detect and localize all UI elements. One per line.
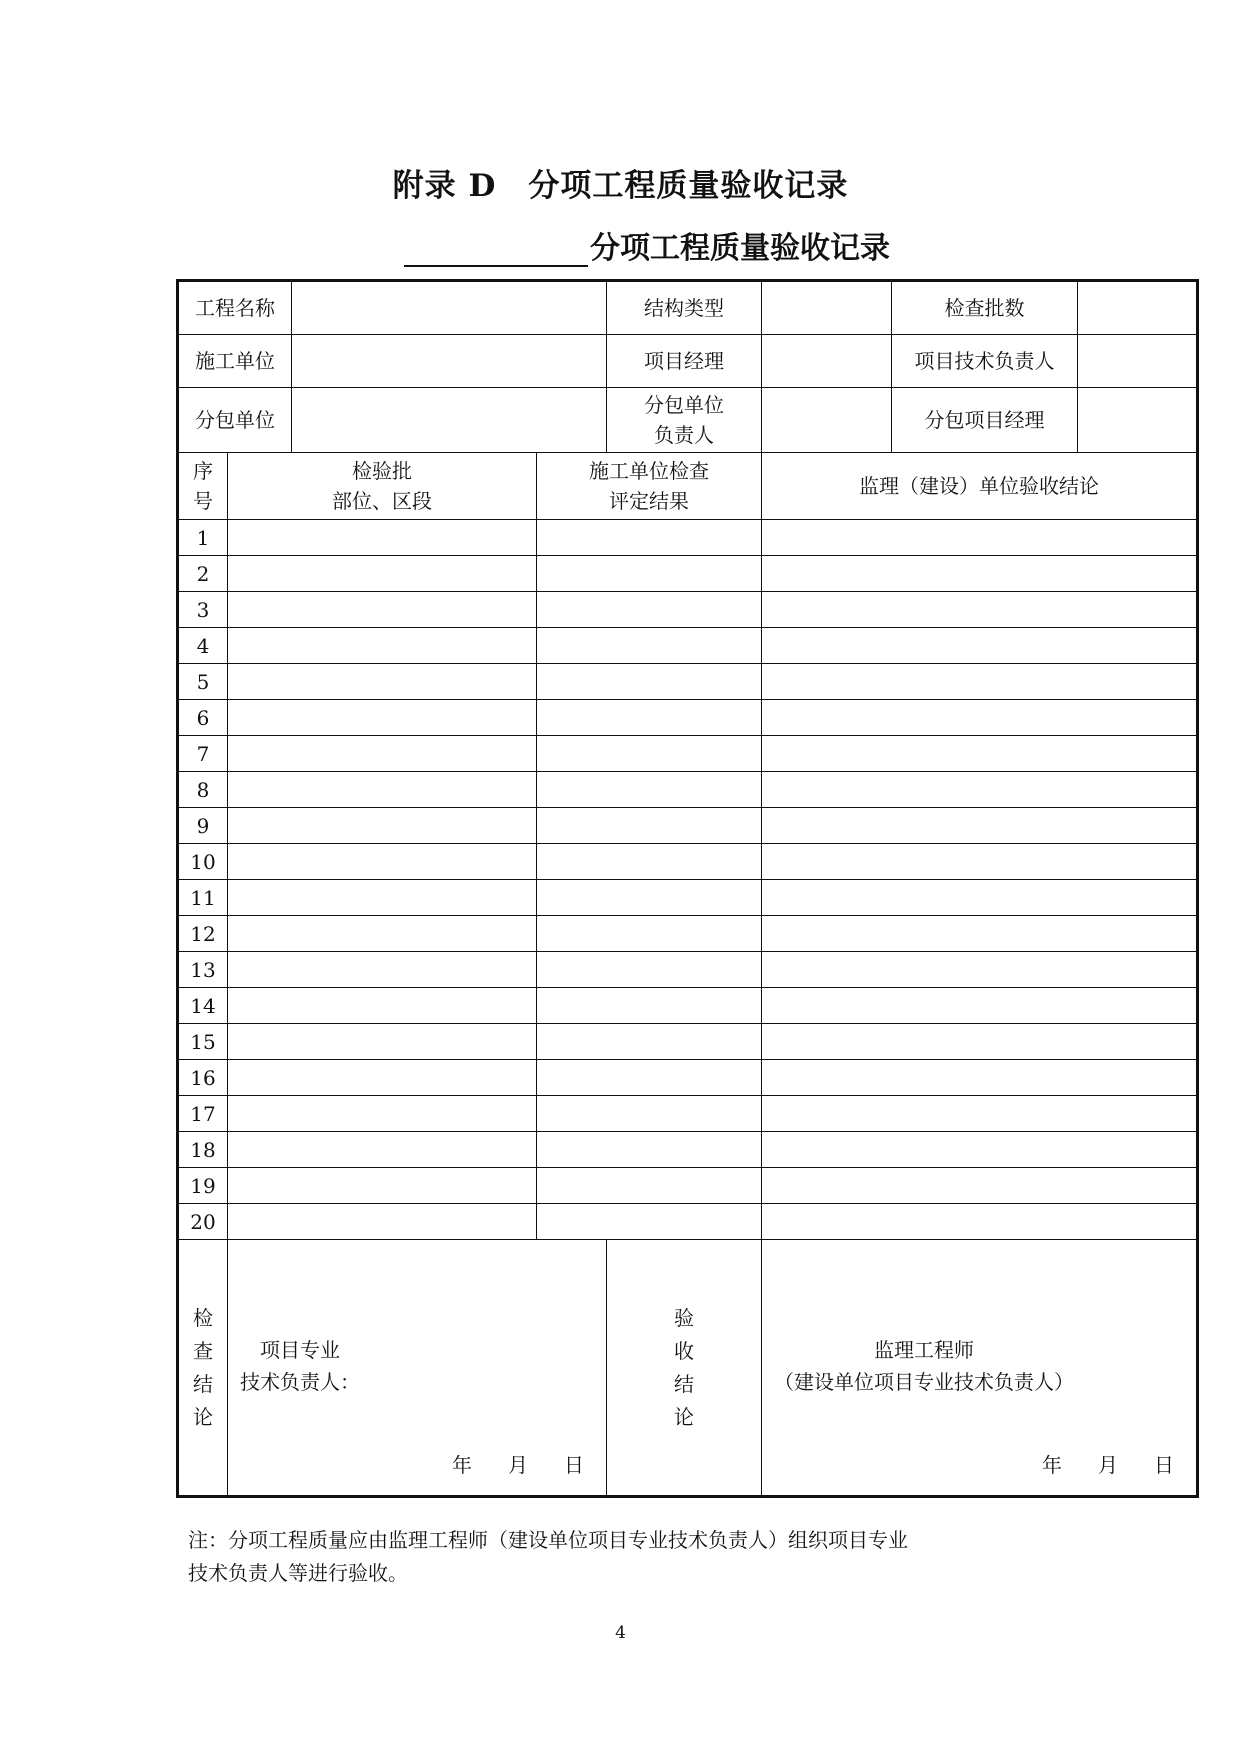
table-row <box>178 628 1198 664</box>
table-row <box>178 736 1198 772</box>
subcontract-unit-label: 分包单位 <box>178 388 292 453</box>
supervision-conclusion-cell[interactable] <box>762 1204 1198 1240</box>
check-day: 日 <box>564 1453 584 1477</box>
supervision-conclusion-cell[interactable] <box>762 880 1198 916</box>
footnote-line2: 技术负责人等进行验收。 <box>188 1561 408 1585</box>
check-date <box>416 1450 584 1480</box>
subcontract-pm-field[interactable] <box>1078 388 1198 453</box>
supervision-conclusion-cell[interactable] <box>762 1168 1198 1204</box>
supervision-conclusion-cell[interactable] <box>762 736 1198 772</box>
row-number: 16 <box>178 1060 228 1096</box>
construction-eval-cell[interactable] <box>537 988 762 1024</box>
batch-header-line1: 检验批 <box>352 459 412 483</box>
construction-eval-cell[interactable] <box>537 1132 762 1168</box>
table-row <box>178 1168 1198 1204</box>
table-row <box>178 556 1198 592</box>
supervision-conclusion-cell[interactable] <box>762 1024 1198 1060</box>
table-row <box>178 664 1198 700</box>
construction-eval-cell[interactable] <box>537 1204 762 1240</box>
supervision-conclusion-cell[interactable] <box>762 808 1198 844</box>
construction-eval-cell[interactable] <box>537 520 762 556</box>
seq-header-line2: 号 <box>193 489 213 513</box>
supervision-conclusion-cell[interactable] <box>762 1096 1198 1132</box>
inspection-batches-label: 检查批数 <box>892 281 1078 335</box>
batch-location-cell[interactable] <box>228 520 537 556</box>
batch-location-cell[interactable] <box>228 1132 537 1168</box>
construction-eval-cell[interactable] <box>537 916 762 952</box>
batch-location-cell[interactable] <box>228 1024 537 1060</box>
table-row <box>178 880 1198 916</box>
construction-eval-header <box>537 453 762 520</box>
accept-month: 月 <box>1098 1453 1118 1477</box>
vertical-char: 验 <box>674 1305 694 1330</box>
accept-signer-line1: 监理工程师 <box>874 1338 974 1362</box>
batch-location-cell[interactable] <box>228 628 537 664</box>
table-row <box>178 1024 1198 1060</box>
supervision-conclusion-cell[interactable] <box>762 1060 1198 1096</box>
batch-location-cell[interactable] <box>228 1204 537 1240</box>
check-conclusion-vertical-text <box>192 1302 214 1434</box>
check-signer-line2: 技术负责人： <box>240 1370 360 1394</box>
supervision-conclusion-cell[interactable] <box>762 664 1198 700</box>
table-row <box>178 700 1198 736</box>
row-number: 13 <box>178 952 228 988</box>
project-manager-label: 项目经理 <box>607 335 762 388</box>
check-year: 年 <box>452 1453 472 1477</box>
accept-signer <box>774 1334 1074 1398</box>
row-number: 4 <box>178 628 228 664</box>
supervision-conclusion-cell[interactable] <box>762 952 1198 988</box>
batch-location-cell[interactable] <box>228 592 537 628</box>
batch-location-cell[interactable] <box>228 664 537 700</box>
vertical-char: 检 <box>193 1305 213 1330</box>
row-number: 19 <box>178 1168 228 1204</box>
construction-unit-field[interactable] <box>292 335 607 388</box>
row-number: 14 <box>178 988 228 1024</box>
row-number: 10 <box>178 844 228 880</box>
construction-eval-cell[interactable] <box>537 700 762 736</box>
row-number: 15 <box>178 1024 228 1060</box>
batch-location-cell[interactable] <box>228 772 537 808</box>
accept-conclusion-vertical-text <box>673 1302 695 1434</box>
form-subtitle <box>404 223 890 267</box>
batch-location-cell[interactable] <box>228 952 537 988</box>
supervision-conclusion-cell[interactable] <box>762 592 1198 628</box>
supervision-conclusion-cell[interactable] <box>762 520 1198 556</box>
batch-header-line2: 部位、区段 <box>332 489 432 513</box>
construction-eval-cell[interactable] <box>537 592 762 628</box>
page-title: 附录 D 分项工程质量验收记录 <box>392 168 849 204</box>
construction-unit-label: 施工单位 <box>178 335 292 388</box>
check-signer-line1: 项目专业 <box>260 1338 340 1362</box>
batch-location-cell[interactable] <box>228 988 537 1024</box>
project-name-label: 工程名称 <box>178 281 292 335</box>
seq-header-line1: 序 <box>193 459 213 483</box>
batch-location-cell[interactable] <box>228 556 537 592</box>
construction-eval-cell[interactable] <box>537 1024 762 1060</box>
footnote <box>188 1524 908 1590</box>
row-number: 6 <box>178 700 228 736</box>
row-number: 17 <box>178 1096 228 1132</box>
batch-location-cell[interactable] <box>228 1060 537 1096</box>
accept-year: 年 <box>1042 1453 1062 1477</box>
batch-location-cell[interactable] <box>228 880 537 916</box>
vertical-char: 结 <box>674 1371 694 1396</box>
check-conclusion-label <box>178 1240 228 1497</box>
supervision-conclusion-cell[interactable] <box>762 916 1198 952</box>
batch-location-cell[interactable] <box>228 808 537 844</box>
vertical-char: 论 <box>674 1404 694 1429</box>
subtitle-text: 分项工程质量验收记录 <box>590 231 890 266</box>
subcontract-lead-field[interactable] <box>762 388 892 453</box>
project-name-field[interactable] <box>292 281 607 335</box>
subitem-name-blank[interactable] <box>404 235 588 267</box>
row-number: 12 <box>178 916 228 952</box>
check-conclusion-cell[interactable] <box>228 1240 607 1497</box>
row-number: 2 <box>178 556 228 592</box>
row-number: 8 <box>178 772 228 808</box>
batch-location-cell[interactable] <box>228 1096 537 1132</box>
table-row <box>178 772 1198 808</box>
supervision-conclusion-cell[interactable] <box>762 556 1198 592</box>
vertical-char: 收 <box>674 1338 694 1363</box>
row-number: 18 <box>178 1132 228 1168</box>
batch-location-cell[interactable] <box>228 844 537 880</box>
vertical-char: 结 <box>193 1371 213 1396</box>
table-row <box>178 1204 1198 1240</box>
batch-location-header <box>228 453 537 520</box>
construction-eval-cell[interactable] <box>537 1096 762 1132</box>
accept-signer-line2: （建设单位项目专业技术负责人） <box>774 1370 1074 1394</box>
batch-location-cell[interactable] <box>228 1168 537 1204</box>
accept-date <box>1006 1450 1174 1480</box>
structure-type-label: 结构类型 <box>607 281 762 335</box>
row-number: 7 <box>178 736 228 772</box>
supervision-conclusion-cell[interactable] <box>762 628 1198 664</box>
check-signer <box>240 1334 360 1398</box>
table-row <box>178 952 1198 988</box>
construction-eval-cell[interactable] <box>537 664 762 700</box>
eval-header-line2: 评定结果 <box>609 489 689 513</box>
table-row <box>178 988 1198 1024</box>
accept-conclusion-cell[interactable] <box>762 1240 1198 1497</box>
supervision-conclusion-cell[interactable] <box>762 700 1198 736</box>
project-tech-lead-label: 项目技术负责人 <box>892 335 1078 388</box>
construction-eval-cell[interactable] <box>537 628 762 664</box>
accept-day: 日 <box>1154 1453 1174 1477</box>
construction-eval-cell[interactable] <box>537 1168 762 1204</box>
batch-location-cell[interactable] <box>228 736 537 772</box>
supervision-conclusion-cell[interactable] <box>762 1132 1198 1168</box>
table-row <box>178 1132 1198 1168</box>
supervision-conclusion-cell[interactable] <box>762 988 1198 1024</box>
inspection-batches-field[interactable] <box>1078 281 1198 335</box>
structure-type-field[interactable] <box>762 281 892 335</box>
row-number: 5 <box>178 664 228 700</box>
seq-header <box>178 453 228 520</box>
subcontract-lead-line1: 分包单位 <box>644 393 724 417</box>
row-number: 9 <box>178 808 228 844</box>
row-number: 11 <box>178 880 228 916</box>
construction-eval-cell[interactable] <box>537 880 762 916</box>
accept-conclusion-label <box>607 1240 762 1497</box>
table-row <box>178 808 1198 844</box>
construction-eval-cell[interactable] <box>537 844 762 880</box>
construction-eval-cell[interactable] <box>537 952 762 988</box>
supervision-conclusion-cell[interactable] <box>762 844 1198 880</box>
project-manager-field[interactable] <box>762 335 892 388</box>
supervision-conclusion-cell[interactable] <box>762 772 1198 808</box>
vertical-char: 查 <box>193 1338 213 1363</box>
footnote-line1: 注：分项工程质量应由监理工程师（建设单位项目专业技术负责人）组织项目专业 <box>188 1528 908 1552</box>
table-row <box>178 1096 1198 1132</box>
batch-location-cell[interactable] <box>228 916 537 952</box>
table-row <box>178 916 1198 952</box>
construction-eval-cell[interactable] <box>537 772 762 808</box>
record-rows <box>178 520 1198 1240</box>
vertical-char: 论 <box>193 1404 213 1429</box>
construction-eval-cell[interactable] <box>537 736 762 772</box>
supervision-conclusion-header: 监理（建设）单位验收结论 <box>762 453 1198 520</box>
row-number: 3 <box>178 592 228 628</box>
row-number: 20 <box>178 1204 228 1240</box>
subcontract-lead-label <box>607 388 762 453</box>
table-row <box>178 844 1198 880</box>
table-row <box>178 592 1198 628</box>
subcontract-lead-line2: 负责人 <box>654 423 714 447</box>
construction-eval-cell[interactable] <box>537 1060 762 1096</box>
row-number: 1 <box>178 520 228 556</box>
page-number: 4 <box>615 1623 626 1643</box>
table-row <box>178 1060 1198 1096</box>
acceptance-record-table <box>176 279 1199 1498</box>
subcontract-unit-field[interactable] <box>292 388 607 453</box>
batch-location-cell[interactable] <box>228 700 537 736</box>
construction-eval-cell[interactable] <box>537 556 762 592</box>
construction-eval-cell[interactable] <box>537 808 762 844</box>
eval-header-line1: 施工单位检查 <box>589 459 709 483</box>
check-month: 月 <box>508 1453 528 1477</box>
table-row <box>178 520 1198 556</box>
project-tech-lead-field[interactable] <box>1078 335 1198 388</box>
subcontract-pm-label: 分包项目经理 <box>892 388 1078 453</box>
